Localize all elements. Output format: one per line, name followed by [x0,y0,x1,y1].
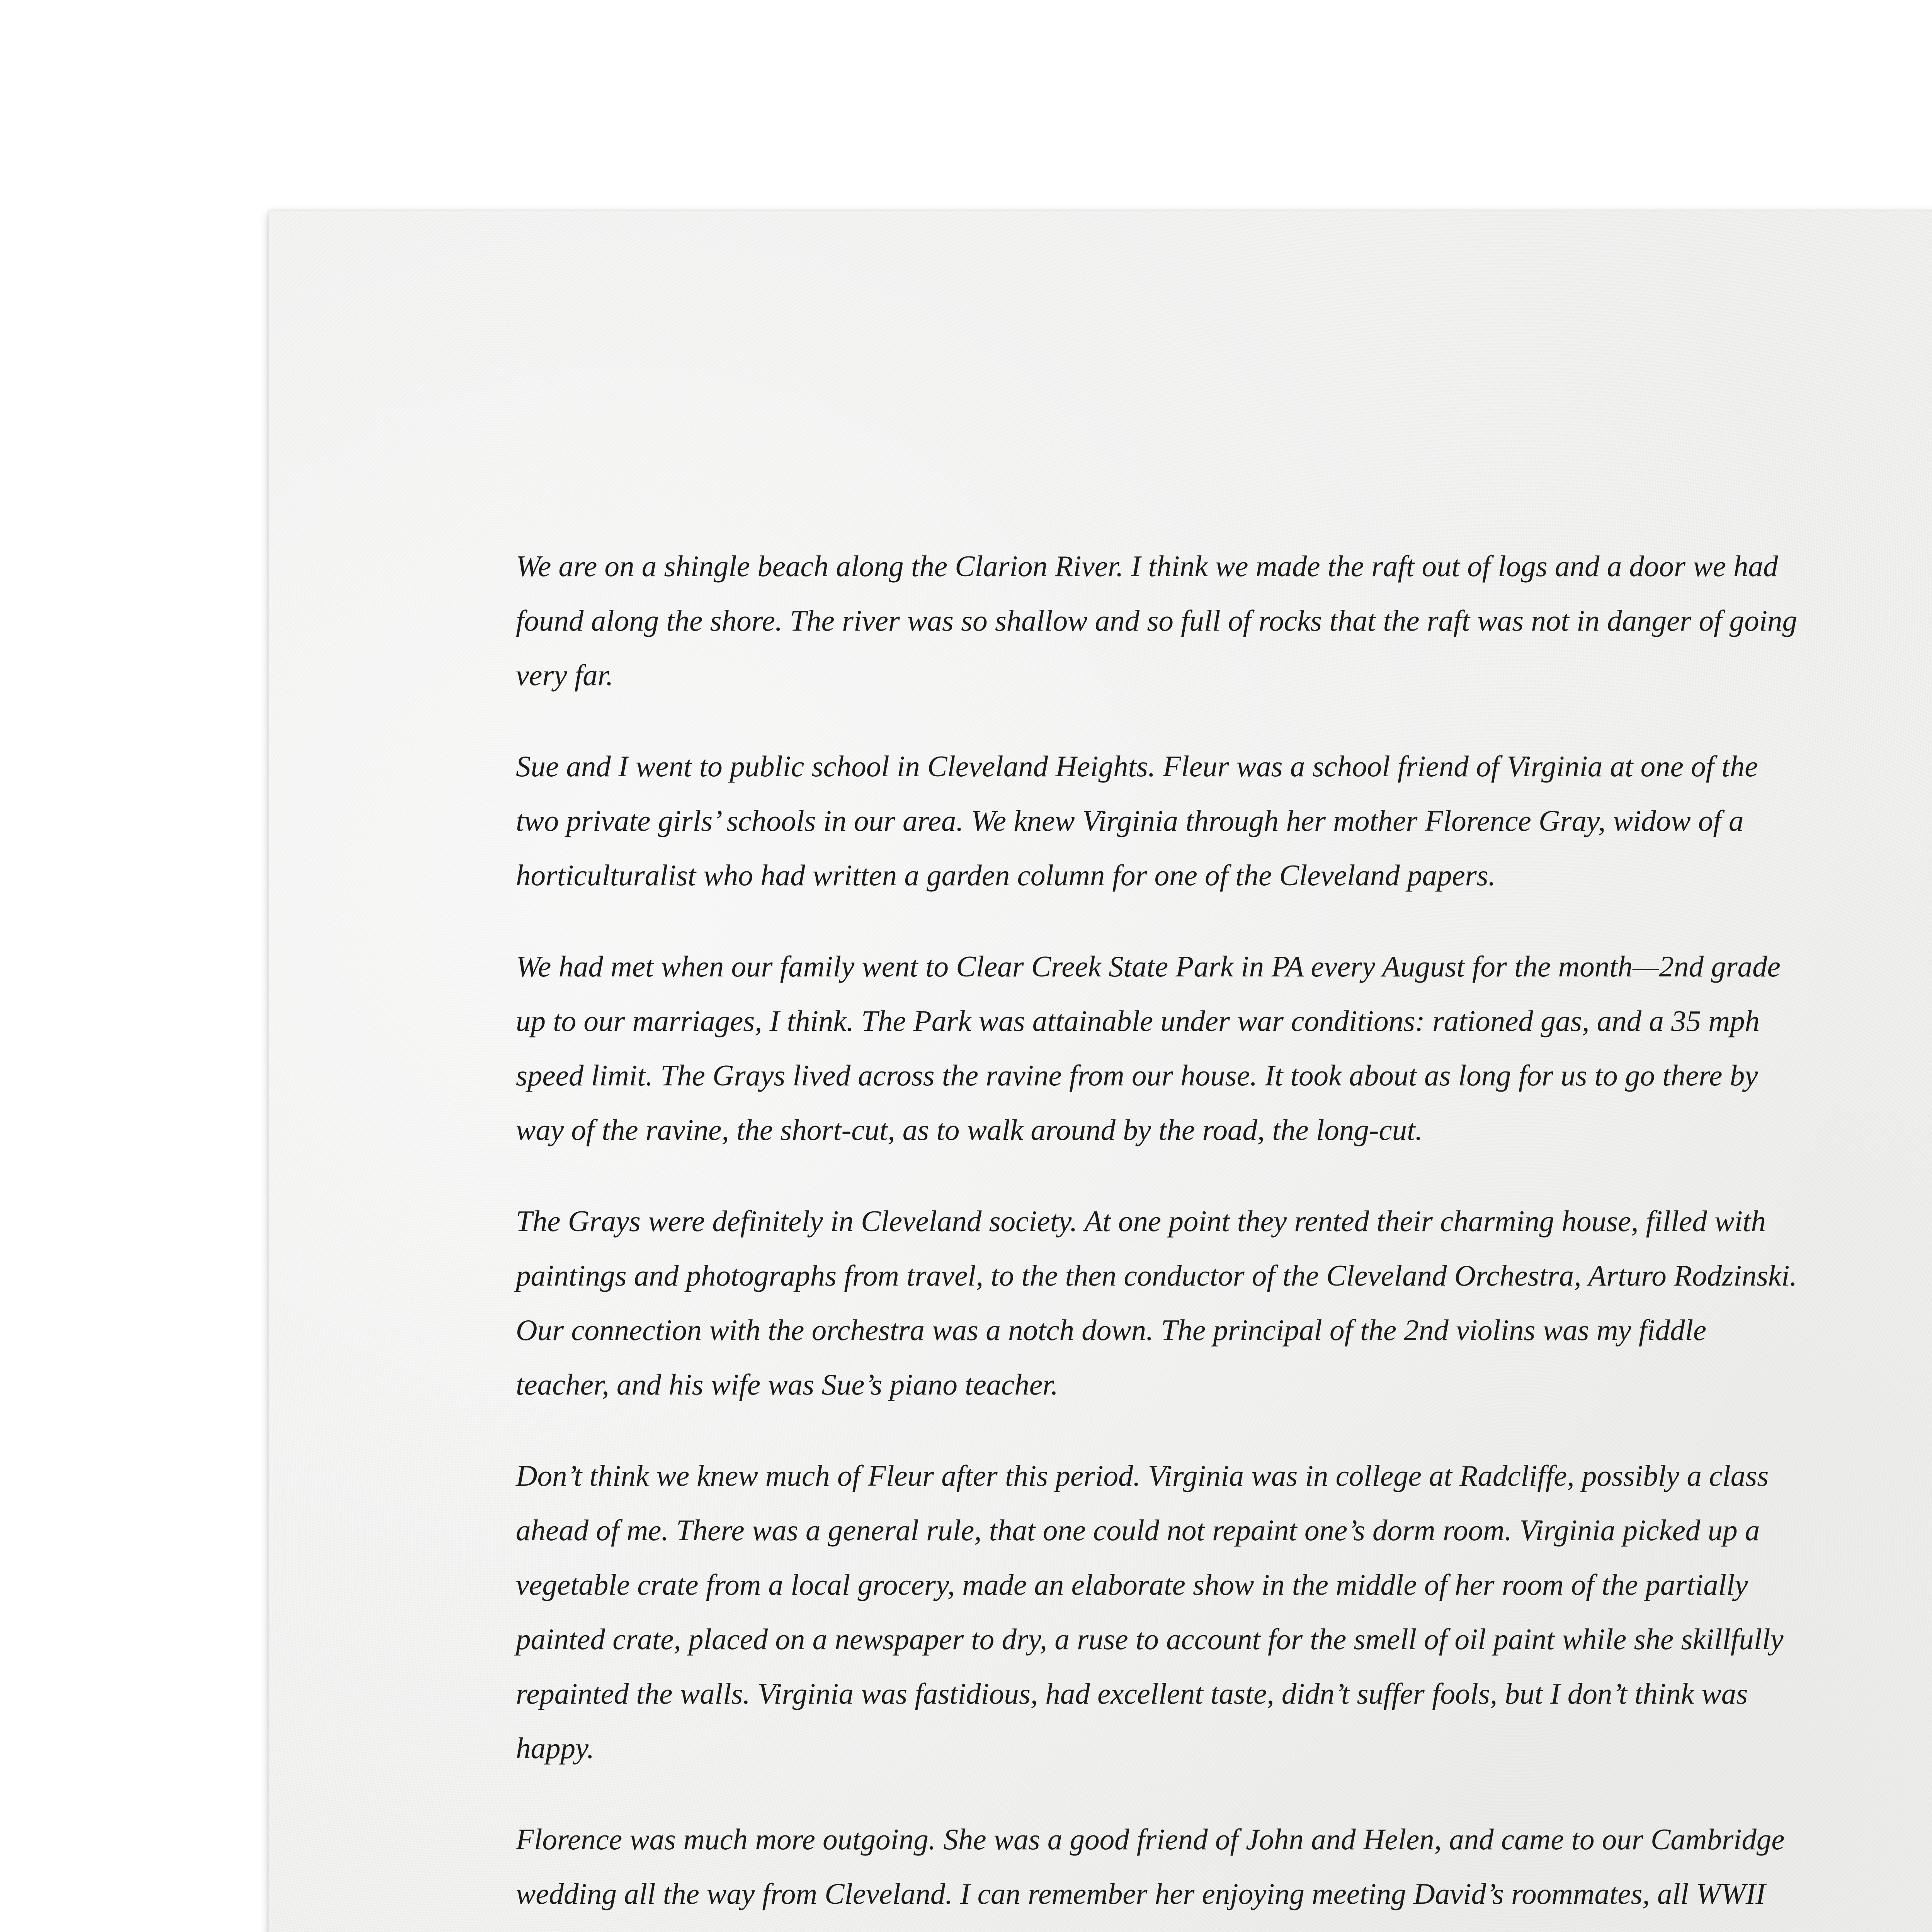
paper-sheet [269,211,1932,1932]
paragraph: Florence was much more outgoing. She was a good friend of John and Helen, and came to our Cambridge wedding all the way from Cleveland. I can remember her enjoying meeting David’s roommates, all WWII [516,1823,1785,1910]
paragraph: We had met when our family went to Clear Creek State Park in PA every August for the month—2nd grade up to our marriages, I think. The Park was attainable under war conditions: rationed gas, and a 35 mph speed limit. The Grays lived across the ravine from our house. It took about as long for us to go there by way of the ravine, the short-cut, as to walk around by the road, the long-cut. [516,950,1781,1146]
paragraph: Don’t think we knew much of Fleur after this period. Virginia was in college at Radcliffe, possibly a class ahead of me. There was a general rule, that one could not repaint one’s dorm room. Virginia picked up a vegetable crate from a local grocery, made an elaborate show in the middle of her room of the partially painted crate, placed on a newspaper to dry, a ruse to account for the smell of oil paint while she skillfully repainted the walls. Virginia was fastidious, had excellent taste, didn’t suffer fools, but I don’t think was happy. [516,1459,1784,1765]
body-text [516,539,1803,1932]
paragraph: The Grays were definitely in Cleveland society. At one point they rented their charming house, filled with paintings and photographs from travel, to the then conductor of the Cleveland Orchestra, Arturo Rodzinski. Our connection with the orchestra was a notch down. The principal of the 2nd violins was my fiddle teacher, and his wife was Sue’s piano teacher. [516,1204,1797,1401]
paragraph: Sue and I went to public school in Cleveland Heights. Fleur was a school friend of Virginia at one of the two private girls’ schools in our area. We knew Virginia through her mother Florence Gray, widow of a horticulturalist who had written a garden column for one of the Cleveland papers. [516,750,1758,892]
paragraph: We are on a shingle beach along the Clarion River. I think we made the raft out of logs and a door we had found along the shore. The river was so shallow and so full of rocks that the raft was not in danger of going very far. [516,549,1798,692]
